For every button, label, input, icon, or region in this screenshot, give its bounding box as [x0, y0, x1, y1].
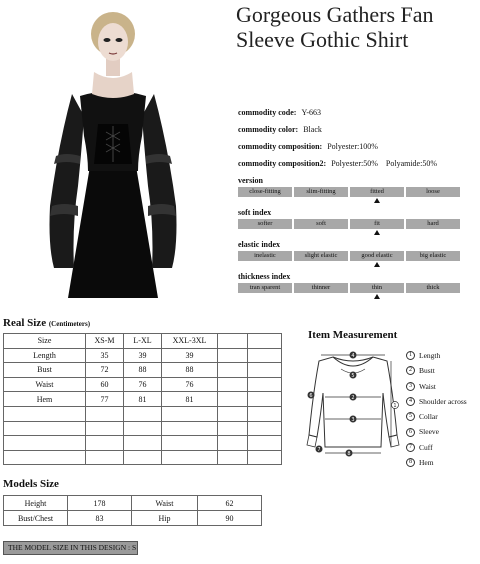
empty-cell — [124, 450, 162, 465]
svg-text:5: 5 — [351, 373, 355, 379]
legend-item: 8 Hem — [406, 455, 467, 470]
real-size-heading — [3, 317, 90, 329]
elastic-index — [238, 240, 460, 267]
code-value: Y-663 — [301, 108, 321, 117]
empty-cell — [248, 334, 282, 349]
legend-item: 7 Cuff — [406, 440, 467, 455]
row-label: Height — [4, 496, 68, 511]
thickness-option: thick — [406, 283, 460, 293]
empty-cell — [248, 421, 282, 436]
empty-cell — [248, 436, 282, 451]
empty-cell — [162, 436, 218, 451]
empty-cell — [218, 377, 248, 392]
empty-cell — [162, 406, 218, 421]
selected-arrow-icon — [350, 197, 404, 203]
empty-cell — [218, 392, 248, 407]
legend-item: 5 Collar — [406, 409, 467, 424]
empty-cell — [4, 421, 86, 436]
empty-cell — [162, 421, 218, 436]
version-index-label: version — [238, 176, 263, 185]
soft-index — [238, 208, 460, 235]
empty-cell — [248, 348, 282, 363]
empty-cell — [4, 450, 86, 465]
table-row — [4, 421, 282, 436]
legend-label: Cuff — [419, 442, 433, 452]
selected-arrow-icon — [350, 261, 404, 267]
empty-cell — [86, 450, 124, 465]
legend-label: Hem — [419, 458, 434, 468]
cell: 76 — [162, 377, 218, 392]
measurement-legend — [406, 348, 467, 470]
table-header-row — [4, 334, 282, 349]
empty-cell — [218, 421, 248, 436]
thickness-option: tran sparent — [238, 283, 292, 293]
models-size-title: Models Size — [3, 478, 59, 490]
row-label: Waist — [132, 496, 198, 511]
row-label: Hip — [132, 511, 198, 526]
selected-arrow-icon — [350, 293, 404, 299]
cell: 88 — [162, 363, 218, 378]
thickness-option: thinner — [294, 283, 348, 293]
empty-cell — [248, 377, 282, 392]
empty-cell — [248, 392, 282, 407]
empty-cell — [4, 436, 86, 451]
header-cell: XXL-3XL — [162, 334, 218, 349]
svg-text:2: 2 — [351, 395, 355, 401]
cell: 77 — [86, 392, 124, 407]
table-row — [4, 450, 282, 465]
measurement-title: Item Measurement — [308, 329, 398, 341]
table-row — [4, 406, 282, 421]
svg-text:8: 8 — [347, 451, 351, 457]
svg-text:6: 6 — [309, 393, 313, 399]
empty-cell — [218, 450, 248, 465]
color-value: Black — [303, 125, 322, 134]
row-label: Bust — [4, 363, 86, 378]
empty-cell — [86, 436, 124, 451]
empty-cell — [162, 450, 218, 465]
empty-cell — [4, 406, 86, 421]
cell: 83 — [68, 511, 132, 526]
empty-cell — [86, 406, 124, 421]
empty-cell — [124, 436, 162, 451]
empty-cell — [248, 450, 282, 465]
row-label: Hem — [4, 392, 86, 407]
cell: 76 — [124, 377, 162, 392]
empty-cell — [218, 363, 248, 378]
legend-item: 1 Length — [406, 348, 467, 363]
legend-label: Waist — [419, 381, 436, 391]
real-size-unit: (Centimeters) — [48, 320, 91, 328]
product-photo — [38, 6, 188, 298]
model-size-banner: THE MODEL SIZE IN THIS DESIGN : S — [3, 541, 138, 555]
elastic-option: slight elastic — [294, 251, 348, 261]
empty-cell — [248, 406, 282, 421]
color-label: commodity color: — [238, 125, 299, 134]
elastic-option: inelastic — [238, 251, 292, 261]
commodity-info — [238, 104, 437, 172]
empty-cell — [124, 421, 162, 436]
legend-item: 3 Waist — [406, 379, 467, 394]
real-size-table — [3, 333, 282, 465]
title-line-1: Gorgeous Gathers Fan — [236, 2, 434, 27]
empty-cell — [218, 334, 248, 349]
elastic-option: big elastic — [406, 251, 460, 261]
legend-label: Shoulder across — [419, 396, 467, 406]
thickness-index-label: thickness index — [238, 272, 291, 281]
legend-label: Collar — [419, 412, 438, 422]
composition2-value-b: Polyamide:50% — [385, 159, 437, 168]
selected-arrow-icon — [350, 229, 404, 235]
legend-item: 6 Sleeve — [406, 424, 467, 439]
table-row — [4, 511, 262, 526]
empty-cell — [218, 436, 248, 451]
cell: 60 — [86, 377, 124, 392]
header-cell: XS-M — [86, 334, 124, 349]
measurement-diagram — [303, 343, 406, 461]
elastic-index-label: elastic index — [238, 240, 280, 249]
legend-label: Bustt — [419, 366, 435, 376]
cell: 35 — [86, 348, 124, 363]
soft-index-label: soft index — [238, 208, 272, 217]
cell: 178 — [68, 496, 132, 511]
composition-value: Polyester:100% — [327, 142, 378, 151]
empty-cell — [248, 363, 282, 378]
table-row — [4, 392, 282, 407]
soft-option: hard — [406, 219, 460, 229]
table-row — [4, 436, 282, 451]
table-row — [4, 377, 282, 392]
empty-cell — [124, 406, 162, 421]
real-size-title: Real Size — [3, 317, 47, 329]
version-index — [238, 176, 460, 203]
cell: 39 — [124, 348, 162, 363]
row-label: Bust/Chest — [4, 511, 68, 526]
svg-text:4: 4 — [351, 353, 355, 359]
soft-option: soft — [294, 219, 348, 229]
version-option: fitted — [350, 187, 404, 197]
cell: 39 — [162, 348, 218, 363]
composition2-value-a: Polyester:50% — [331, 159, 378, 168]
header-cell: Size — [4, 334, 86, 349]
version-option: slim-fitting — [294, 187, 348, 197]
cell: 88 — [124, 363, 162, 378]
legend-label: Length — [419, 351, 441, 360]
thickness-option: thin — [350, 283, 404, 293]
cell: 72 — [86, 363, 124, 378]
cell: 62 — [198, 496, 262, 511]
version-option: close-fitting — [238, 187, 292, 197]
code-label: commodity code: — [238, 108, 297, 117]
title-line-2: Sleeve Gothic Shirt — [236, 27, 409, 52]
cell: 81 — [124, 392, 162, 407]
product-title — [236, 2, 476, 52]
empty-cell — [218, 406, 248, 421]
empty-cell — [218, 348, 248, 363]
soft-option: softer — [238, 219, 292, 229]
svg-text:7: 7 — [317, 447, 321, 453]
table-row — [4, 496, 262, 511]
svg-text:3: 3 — [351, 417, 355, 423]
legend-label: Sleeve — [419, 427, 439, 437]
header-cell: L-XL — [124, 334, 162, 349]
composition2-label: commodity composition2: — [238, 159, 327, 168]
legend-item: 2 Bustt — [406, 363, 467, 378]
elastic-option: good elastic — [350, 251, 404, 261]
row-label: Waist — [4, 377, 86, 392]
cell: 81 — [162, 392, 218, 407]
version-option: loose — [406, 187, 460, 197]
table-row — [4, 363, 282, 378]
soft-option: fit — [350, 219, 404, 229]
models-size-table — [3, 495, 262, 526]
cell: 90 — [198, 511, 262, 526]
composition-label: commodity composition: — [238, 142, 323, 151]
empty-cell — [86, 421, 124, 436]
table-row — [4, 348, 282, 363]
svg-text:1: 1 — [393, 403, 397, 409]
row-label: Length — [4, 348, 86, 363]
thickness-index — [238, 272, 460, 299]
legend-item: 4 Shoulder across — [406, 394, 467, 409]
